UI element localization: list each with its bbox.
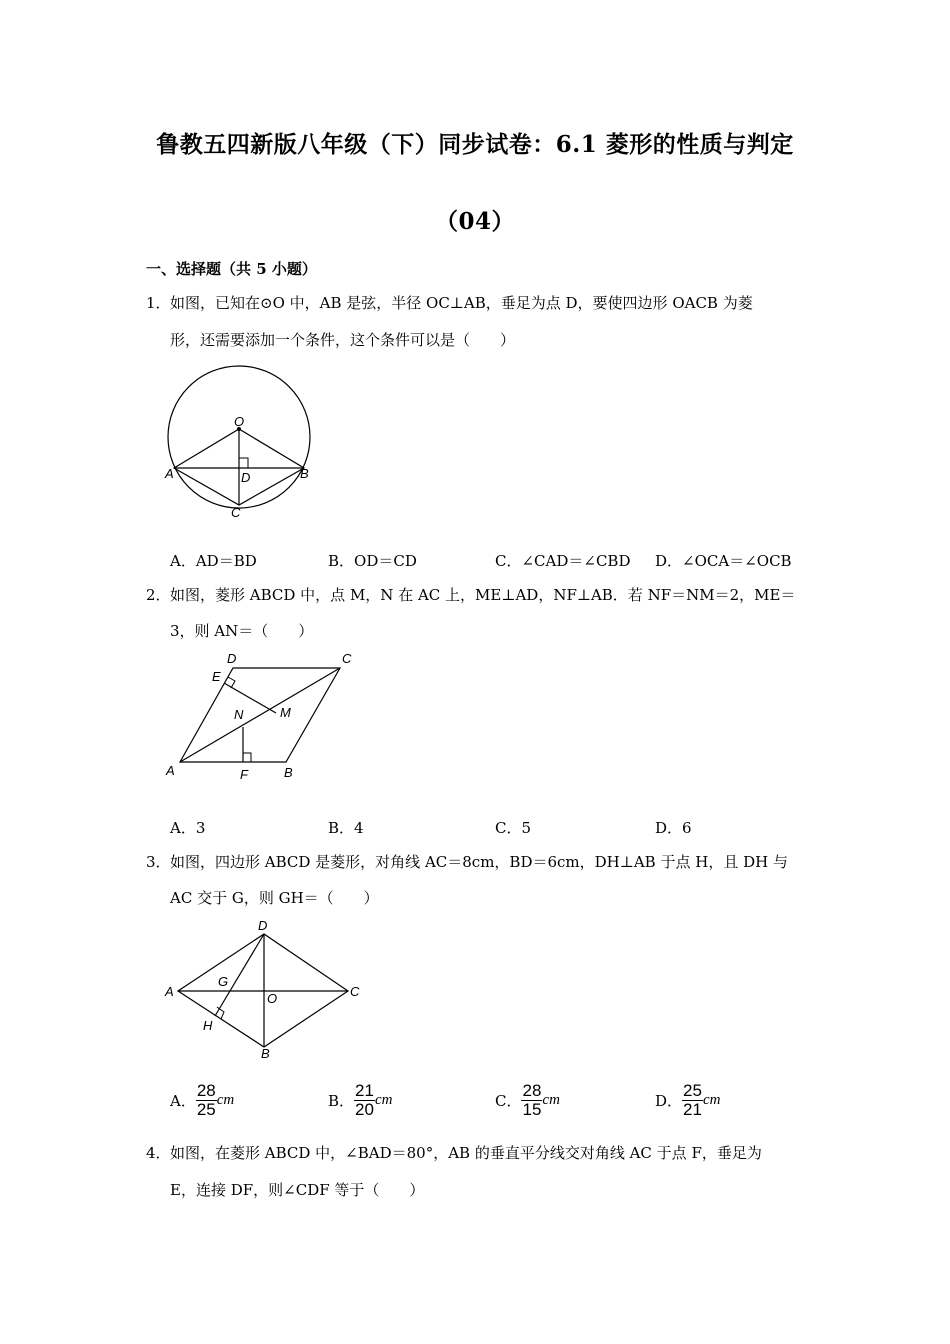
question-4-number: 4．	[146, 1144, 171, 1162]
diagonal-ac	[180, 668, 340, 762]
question-4-line1: 如图，在菱形 ABCD 中，∠BAD＝80°，AB 的垂直平分线交对角线 AC 于点 F，垂足为	[170, 1144, 762, 1162]
label-d: D	[258, 918, 268, 933]
label-a: A	[166, 763, 175, 778]
question-3-option-a[interactable]: A． $\frac{28}{25}$ cm	[170, 1081, 235, 1119]
label-a: A	[165, 466, 174, 481]
label-b: B	[300, 466, 309, 481]
question-1-line2: 形，还需要添加一个条件，这个条件可以是（ ）	[170, 331, 516, 349]
question-3-figure	[160, 912, 370, 1062]
label-f: F	[240, 767, 248, 782]
label-a: A	[165, 984, 174, 999]
section-heading: 一、选择题（共 5 小题）	[146, 260, 317, 278]
question-2-figure	[160, 645, 370, 785]
label-d: D	[227, 651, 237, 666]
label-b: B	[261, 1046, 270, 1061]
page-title: 鲁教五四新版八年级（下）同步试卷：6.1 菱形的性质与判定	[156, 131, 794, 158]
question-4-line2: E，连接 DF，则∠CDF 等于（ ）	[170, 1181, 425, 1199]
label-c: C	[350, 984, 360, 999]
label-c: C	[231, 505, 241, 520]
label-c: C	[342, 651, 352, 666]
question-2-option-b[interactable]: B．4	[328, 819, 364, 837]
label-d: D	[241, 470, 251, 485]
question-2-option-d[interactable]: D．6	[655, 819, 692, 837]
question-1-line1: 如图，已知在⊙O 中，AB 是弦，半径 OC⊥AB，垂足为点 D，要使四边形 OACB 为菱	[170, 294, 753, 312]
question-2-line1: 如图，菱形 ABCD 中，点 M，N 在 AC 上，ME⊥AD，NF⊥AB．若 NF＝NM＝2，ME＝	[170, 586, 796, 604]
right-angle-mark	[239, 458, 248, 468]
page-title-number: （04）	[434, 208, 515, 235]
label-o: O	[267, 991, 278, 1006]
question-2-option-c[interactable]: C．5	[495, 819, 532, 837]
question-1-option-c[interactable]: C．∠CAD＝∠CBD	[495, 552, 631, 570]
question-1-option-d[interactable]: D．∠OCA＝∠OCB	[655, 552, 792, 570]
question-2-number: 2．	[146, 586, 171, 604]
question-2-line2: 3，则 AN＝（ ）	[170, 622, 314, 640]
label-b: B	[284, 765, 293, 780]
question-1-number: 1．	[146, 294, 171, 312]
label-g: G	[218, 974, 229, 989]
question-1-option-a[interactable]: A．AD＝BD	[170, 552, 257, 570]
question-3-number: 3．	[146, 853, 171, 871]
question-3-line2: AC 交于 G，则 GH＝（ ）	[170, 889, 379, 907]
label-e: E	[212, 669, 221, 684]
question-1-figure	[160, 355, 330, 525]
label-h: H	[203, 1018, 213, 1033]
label-m: M	[280, 705, 291, 720]
question-2-option-a[interactable]: A．3	[170, 819, 206, 837]
label-n: N	[234, 707, 244, 722]
question-3-option-b[interactable]: B． $\frac{21}{20}$ cm	[328, 1081, 393, 1119]
right-angle-f	[243, 753, 251, 762]
question-3-line1: 如图，四边形 ABCD 是菱形，对角线 AC＝8cm，BD＝6cm，DH⊥AB 于点 H，且 DH 与	[170, 853, 788, 871]
label-o: O	[234, 414, 245, 429]
question-3-option-c[interactable]: C． $\frac{28}{15}$ cm	[495, 1081, 560, 1119]
question-1-option-b[interactable]: B．OD＝CD	[328, 552, 417, 570]
question-3-option-d[interactable]: D． $\frac{25}{21}$ cm	[655, 1081, 721, 1119]
